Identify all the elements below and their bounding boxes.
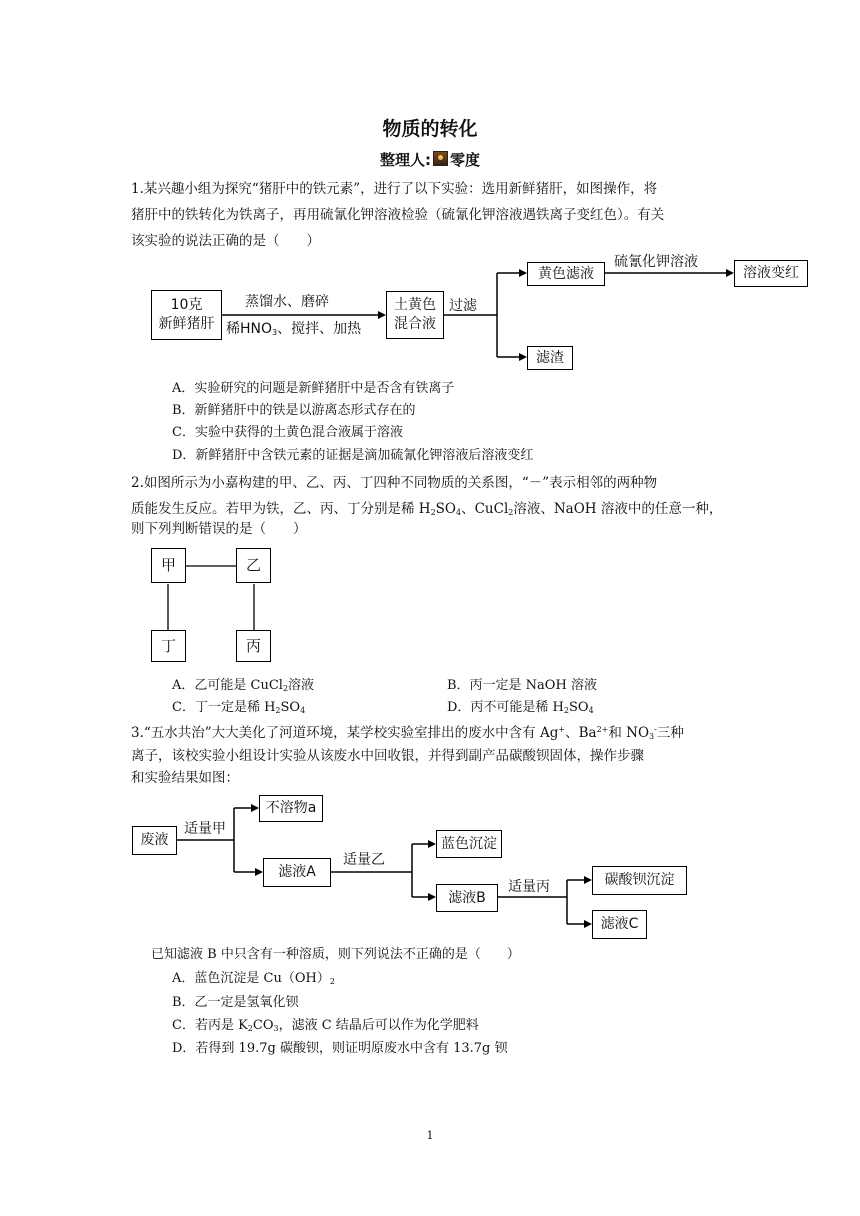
q2-option-a: A．乙可能是 CuCl$_2$溶液: [172, 678, 315, 693]
q3-stem-line3: 和实验结果如图：: [131, 770, 239, 786]
q3-reagent-jia: 适量甲: [184, 821, 226, 837]
q1-step1-bottom-label: 稀$HNO_3$、搅拌、加热: [226, 321, 362, 337]
q1-box-fresh-liver-line2: 新鲜猪肝: [158, 316, 215, 332]
q3-option-c: C．若丙是 $K_2CO_3$，滤液 C 结晶后可以作为化学肥料: [172, 1018, 479, 1033]
q1-reagent-label: 硫氰化钾溶液: [614, 254, 698, 270]
q2-node-jia: 甲: [151, 548, 186, 583]
q1-option-a: A．实验研究的问题是新鲜猪肝中是否含有铁离子: [172, 381, 455, 396]
author-name: 零度: [449, 151, 480, 169]
q2-node-yi: 乙: [236, 548, 271, 583]
q1-stem-line1: 1.某兴趣小组为探究“猪肝中的铁元素”，进行了以下实验：选用新鲜猪肝，如图操作，将: [131, 181, 658, 197]
q3-reagent-yi: 适量乙: [343, 852, 385, 868]
page-title: 物质的转化: [382, 118, 478, 140]
q3-option-d: D．若得到 19.7g 碳酸钡，则证明原废水中含有 13.7g 钡: [172, 1041, 508, 1056]
q1-box-mixture-line1: 土黄色: [394, 297, 436, 313]
q1-box-turns-red: 溶液变红: [734, 260, 808, 287]
q2-stem-line3: 则下列判断错误的是（ ）: [131, 521, 307, 537]
q1-stem-line3: 该实验的说法正确的是（ ）: [131, 233, 320, 249]
q3-box-blue-precipitate: 蓝色沉淀: [436, 830, 502, 858]
q1-stem-line2: 猪肝中的铁转化为铁离子，再用硫氰化钾溶液检验（硫氰化钾溶液遇铁离子变红色）。有关: [131, 207, 665, 223]
q1-option-b: B．新鲜猪肝中的铁是以游离态形式存在的: [172, 403, 416, 418]
q3-box-filtrate-a: 滤液A: [263, 858, 331, 887]
q2-option-c: C．丁一定是稀 $H_2SO_4$: [172, 700, 306, 715]
q1-box-yellow-filtrate: 黄色滤液: [527, 262, 605, 286]
q1-option-c: C．实验中获得的土黄色混合液属于溶液: [172, 425, 403, 440]
q1-box-mixture-line2: 混合液: [394, 316, 436, 332]
q2-option-b: B．丙一定是 NaOH 溶液: [447, 678, 597, 693]
q1-option-d: D．新鲜猪肝中含铁元素的证据是滴加硫氰化钾溶液后溶液变红: [172, 448, 534, 463]
q3-box-waste: 废液: [132, 826, 177, 855]
q3-box-baco3: 碳酸钡沉淀: [592, 866, 687, 895]
q2-node-bing: 丙: [236, 630, 271, 662]
q2-node-ding: 丁: [151, 630, 186, 662]
q3-option-b: B．乙一定是氢氧化钡: [172, 995, 299, 1010]
page-number: 1: [426, 1129, 434, 1142]
q2-stem-line2: 质能发生反应。若甲为铁，乙、丙、丁分别是稀 $H_2SO_4$、CuCl$_2$溶液、NaOH 溶液中的任意一种，: [131, 501, 723, 517]
q3-stem-line1: 3.“五水共治”大大美化了河道环境，某学校实验室排出的废水中含有 Ag+、$Ba^{2+}$和 $NO_3^-$三种: [131, 725, 684, 741]
q1-box-fresh-liver-line1: 10克: [170, 297, 203, 313]
q3-box-insoluble-a: 不溶物a: [259, 795, 323, 822]
q3-box-filtrate-c: 滤液C: [592, 910, 647, 939]
q3-stem-line2: 离子，该校实验小组设计实验从该废水中回收银，并得到副产品碳酸钡固体，操作步骤: [131, 748, 644, 764]
q3-option-a: A．蓝色沉淀是 $Cu(OH)_2$: [172, 971, 335, 986]
q3-reagent-bing: 适量丙: [508, 879, 550, 895]
q3-given: 已知滤液 B 中只含有一种溶质，则下列说法不正确的是（ ）: [151, 947, 520, 962]
q3-box-filtrate-b: 滤液B: [436, 884, 498, 912]
q1-box-residue: 滤渣: [527, 346, 573, 370]
q2-stem-line1: 2.如图所示为小嘉构建的甲、乙、丙、丁四种不同物质的关系图，“－”表示相邻的两种物: [131, 475, 658, 491]
q2-option-d: D．丙不可能是稀 $H_2SO_4$: [447, 700, 594, 715]
q1-step1-top-label: 蒸馏水、磨碎: [245, 294, 329, 310]
q1-filter-label: 过滤: [449, 298, 477, 314]
author-prefix: 整理人:: [379, 151, 431, 169]
